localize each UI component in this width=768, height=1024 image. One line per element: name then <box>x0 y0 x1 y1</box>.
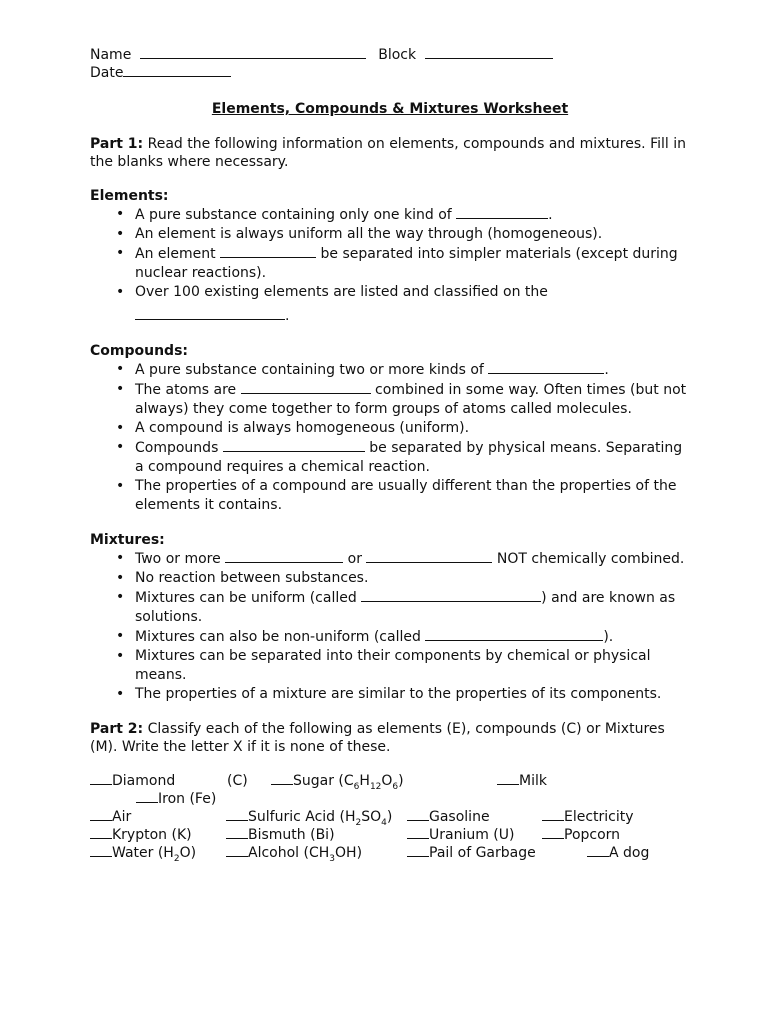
item-bismuth: Bismuth (Bi) <box>226 826 335 844</box>
date-blank <box>123 63 231 77</box>
item-a-dog: A dog <box>587 844 649 862</box>
classify-row <box>90 790 690 808</box>
fill-blank <box>488 360 604 374</box>
item-water: Water $(H_2O)$ <box>90 844 196 868</box>
item-iron: Iron (Fe) <box>136 790 216 808</box>
fill-blank <box>361 588 541 602</box>
item-sugar: Sugar $(C_6H_{12}O_6)$ <box>271 772 404 796</box>
fill-blank <box>425 627 603 641</box>
item-sulfuric-acid: Sulfuric Acid $(H_2SO_4)$ <box>226 808 392 832</box>
item-gasoline: Gasoline <box>407 808 490 826</box>
list-item: • The properties of a mixture are similar to the properties of its components. <box>116 686 662 702</box>
item-uranium: Uranium (U) <box>407 826 514 844</box>
worksheet-page <box>90 45 690 862</box>
block-label: Block <box>378 47 417 63</box>
block-blank <box>425 45 553 59</box>
fill-blank <box>456 205 548 219</box>
item-popcorn: Popcorn <box>542 826 620 844</box>
list-item: • The atoms are combined in some way. Often times (but not always) they come together to form groups of atoms called molecules. <box>116 381 687 417</box>
name-block-line <box>90 45 690 63</box>
item-milk: Milk <box>497 772 547 790</box>
compounds-heading: Compounds: <box>90 343 189 359</box>
part1-instructions <box>90 135 690 171</box>
list-item: • Over 100 existing elements are listed and classified on the . <box>116 284 548 324</box>
list-item: • Compounds be separated by physical means. Separating a compound requires a chemical reaction. <box>116 439 683 475</box>
list-item: • A compound is always homogeneous (uniform). <box>116 420 470 436</box>
fill-blank <box>366 549 492 563</box>
fill-blank <box>241 380 371 394</box>
date-line <box>90 63 690 81</box>
name-blank <box>140 45 366 59</box>
compounds-list <box>90 360 690 515</box>
item-alcohol: Alcohol $(CH_3OH)$ <box>226 844 362 868</box>
classify-row <box>90 826 690 844</box>
classify-row <box>90 844 690 862</box>
list-item: • An element be separated into simpler materials (except during nuclear reactions). <box>116 245 678 281</box>
fill-blank <box>135 306 285 320</box>
part1-text: Read the following information on elements, compounds and mixtures. Fill in the blanks where necessary. <box>90 136 686 170</box>
mixtures-heading: Mixtures: <box>90 532 165 548</box>
part1-label: Part 1: <box>90 136 144 152</box>
item-air: Air <box>90 808 131 826</box>
list-item: • Mixtures can be separated into their components by chemical or physical means. <box>116 648 651 683</box>
list-item: • Mixtures can also be non-uniform (called ). <box>116 628 614 645</box>
worksheet-title: Elements, Compounds & Mixtures Worksheet <box>211 101 569 117</box>
list-item: • No reaction between substances. <box>116 570 369 586</box>
elements-list <box>90 205 690 326</box>
list-item: • The properties of a compound are usually different than the properties of the elements it contains. <box>116 478 677 513</box>
date-label: Date <box>90 65 124 81</box>
item-diamond: Diamond <box>90 772 175 790</box>
part2-instructions <box>90 720 690 756</box>
item-diamond-answer: (C) <box>227 773 248 789</box>
part2-text: Classify each of the following as elements (E), compounds (C) or Mixtures (M). Write the letter X if it is none of these. <box>90 721 665 755</box>
fill-blank <box>225 549 343 563</box>
list-item: • Two or more or NOT chemically combined. <box>116 550 685 567</box>
list-item: • An element is always uniform all the way through (homogeneous). <box>116 226 603 242</box>
list-item: • Mixtures can be uniform (called ) and are known as solutions. <box>116 589 676 625</box>
mixtures-list <box>90 549 690 704</box>
fill-blank <box>220 244 316 258</box>
elements-heading: Elements: <box>90 188 169 204</box>
classify-grid <box>90 772 690 862</box>
list-item: • A pure substance containing only one kind of . <box>116 206 553 223</box>
item-pail-of-garbage: Pail of Garbage <box>407 844 536 862</box>
name-label: Name <box>90 47 132 63</box>
classify-row <box>90 808 690 826</box>
item-krypton: Krypton (K) <box>90 826 192 844</box>
classify-row <box>90 772 690 790</box>
item-electricity: Electricity <box>542 808 634 826</box>
fill-blank <box>223 438 365 452</box>
list-item: • A pure substance containing two or more kinds of . <box>116 361 609 378</box>
part2-label: Part 2: <box>90 721 144 737</box>
